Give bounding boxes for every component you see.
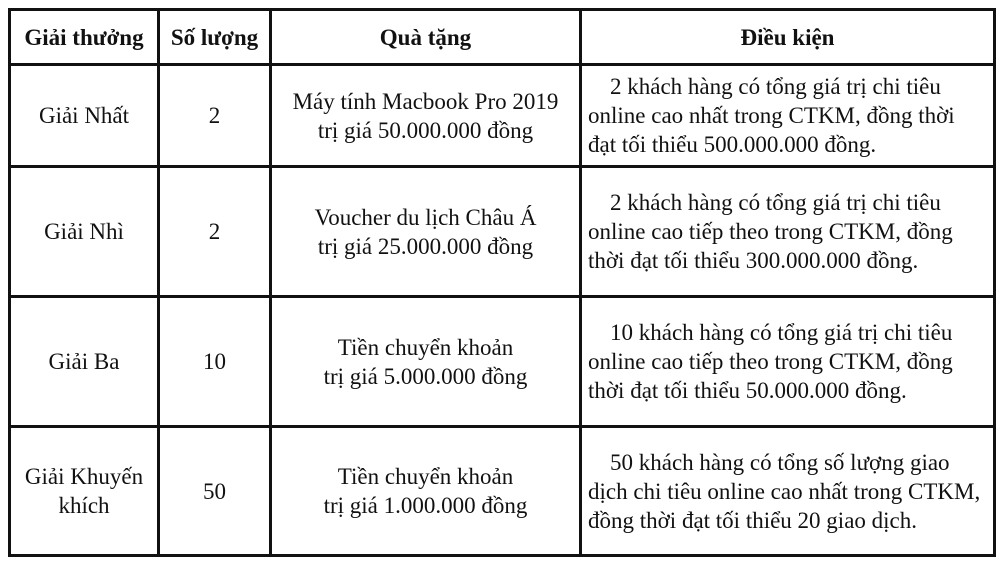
header-prize: Giải thưởng xyxy=(10,10,159,65)
gift-line: Máy tính Macbook Pro 2019 xyxy=(292,88,559,114)
gift-cell xyxy=(271,65,581,167)
gift-cell xyxy=(271,427,581,556)
prize-table xyxy=(8,8,996,557)
header-quantity: Số lượng xyxy=(159,10,271,65)
gift-value: trị giá 5.000.000 đồng xyxy=(323,363,528,389)
table-row xyxy=(10,297,995,427)
quantity-cell: 2 xyxy=(159,167,271,297)
gift-value: trị giá 1.000.000 đồng xyxy=(323,493,528,518)
gift-line: Tiền chuyển khoản xyxy=(337,334,514,360)
header-condition: Điều kiện xyxy=(581,10,995,65)
table-row xyxy=(10,65,995,167)
gift-line: Voucher du lịch Châu Á xyxy=(314,204,537,230)
table-row xyxy=(10,167,995,297)
quantity-cell: 2 xyxy=(159,65,271,167)
prize-cell: Giải Ba xyxy=(10,297,159,427)
condition-cell xyxy=(581,65,995,167)
condition-text: 10 khách hàng có tổng giá trị chi tiêu online cao tiếp theo trong CTKM, đồng thời đạt tối thiểu 50.000.000 đồng. xyxy=(588,320,953,403)
header-gift: Quà tặng xyxy=(271,10,581,65)
gift-cell xyxy=(271,167,581,297)
gift-value: trị giá 50.000.000 đồng xyxy=(317,117,534,143)
header-row xyxy=(10,10,995,65)
gift-value: trị giá 25.000.000 đồng xyxy=(317,233,534,259)
table-row xyxy=(10,427,995,556)
gift-line: Tiền chuyển khoản xyxy=(337,464,514,489)
prize-cell: Giải Nhất xyxy=(10,65,159,167)
quantity-cell: 50 xyxy=(159,427,271,556)
prize-cell: Giải Nhì xyxy=(10,167,159,297)
condition-cell xyxy=(581,297,995,427)
condition-cell xyxy=(581,427,995,556)
condition-cell xyxy=(581,167,995,297)
gift-cell xyxy=(271,297,581,427)
condition-text: 2 khách hàng có tổng giá trị chi tiêu online cao nhất trong CTKM, đồng thời đạt tối thiểu 500.000.000 đồng. xyxy=(588,74,955,157)
condition-text: 50 khách hàng có tổng số lượng giao dịch chi tiêu online cao nhất trong CTKM, đồng thời đạt tối thiểu 20 giao dịch. xyxy=(588,449,981,533)
prize-cell: Giải Khuyến khích xyxy=(10,427,159,556)
condition-text: 2 khách hàng có tổng giá trị chi tiêu online cao tiếp theo trong CTKM, đồng thời đạt tối thiểu 300.000.000 đồng. xyxy=(588,190,953,273)
quantity-cell: 10 xyxy=(159,297,271,427)
